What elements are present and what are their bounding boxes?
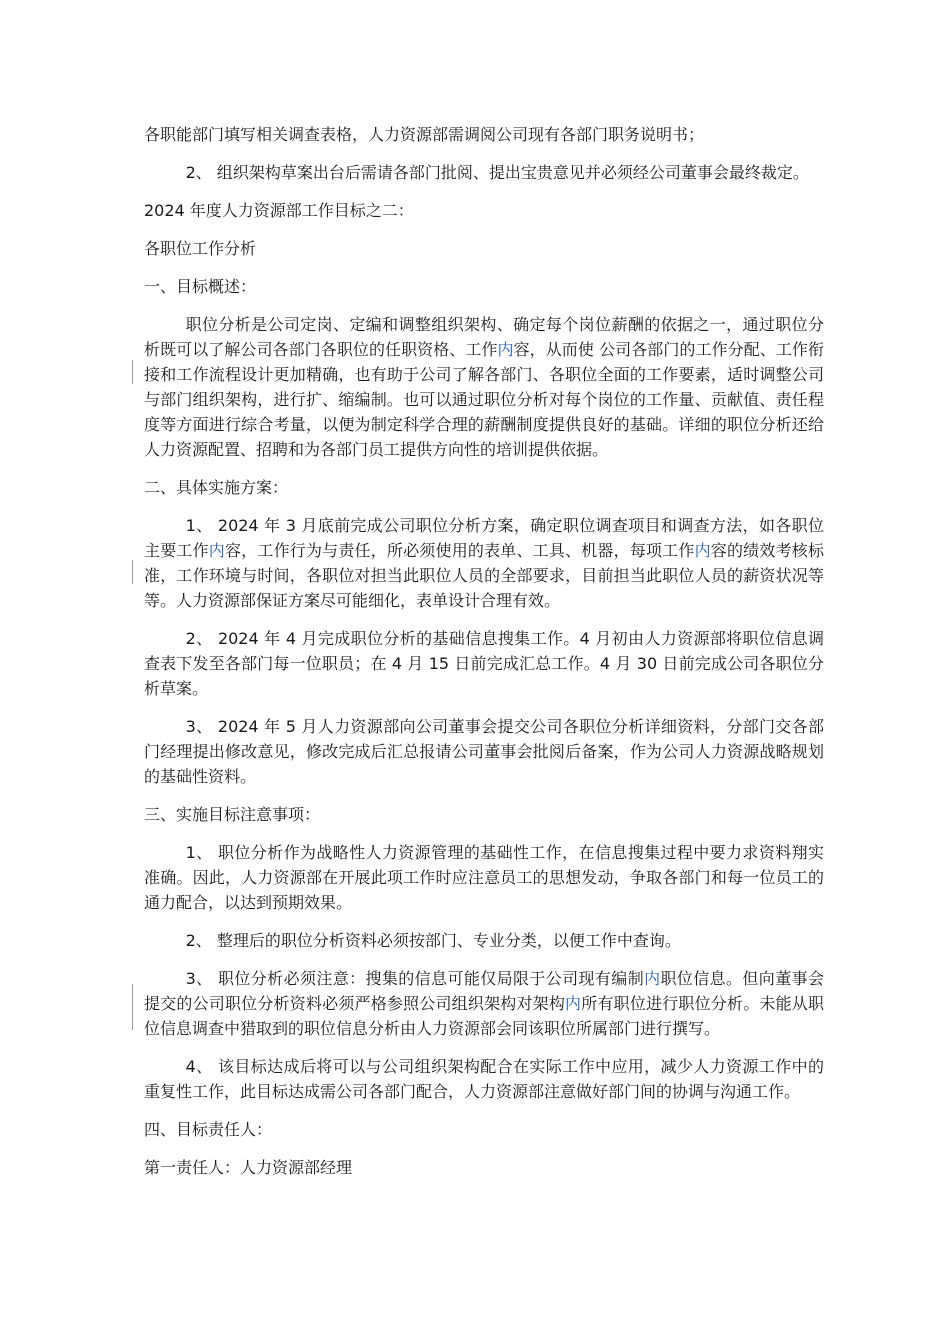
section-heading: 一、目标概述： bbox=[144, 277, 257, 296]
section-heading: 四、目标责任人： bbox=[144, 1120, 273, 1139]
paragraph: 2、 2024 年 4 月完成职位分析的基础信息搜集工作。4 月初由人力资源部将职位信息调查表下发至各部门每一位职员；在 4 月 15 日前完成汇总工作。4 月 30 日前完成公司各职位分析草案。 bbox=[144, 629, 824, 698]
revision-bar bbox=[132, 984, 133, 1030]
revision-bar bbox=[132, 360, 133, 384]
paragraph: 3、 职位分析必须注意：搜集的信息可能仅局限于公司现有编制内职位信息。但向董事会提交的公司职位分析资料必须严格参照公司组织架构对架构内所有职位进行职位分析。未能从职位信息调查中猎取到的职位信息分析由人力资源部会同该职位所属部门进行撰写。 bbox=[144, 969, 824, 1038]
document-body bbox=[144, 122, 824, 1193]
revision-bar bbox=[132, 560, 133, 584]
paragraph: 4、 该目标达成后将可以与公司组织架构配合在实际工作中应用，减少人力资源工作中的重复性工作，此目标达成需公司各部门配合，人力资源部注意做好部门间的协调与沟通工作。 bbox=[144, 1057, 824, 1101]
section-heading: 三、实施目标注意事项： bbox=[144, 805, 321, 824]
section-title: 各职位工作分析 bbox=[144, 239, 257, 258]
section-heading: 二、具体实施方案： bbox=[144, 478, 289, 497]
paragraph: 3、 2024 年 5 月人力资源部向公司董事会提交公司各职位分析详细资料，分部门交各部门经理提出修改意见，修改完成后汇总报请公司董事会批阅后备案，作为公司人力资源战略规划的基础性资料。 bbox=[144, 717, 824, 786]
section-subtitle: 2024 年度人力资源部工作目标之二： bbox=[144, 201, 414, 220]
paragraph: 第一责任人：人力资源部经理 bbox=[144, 1158, 353, 1177]
paragraph: 1、 2024 年 3 月底前完成公司职位分析方案，确定职位调查项目和调查方法，如各职位主要工作内容，工作行为与责任，所必须使用的表单、工具、机器，每项工作内容的绩效考核标准，工作环境与时间，各职位对担当此职位人员的全部要求，目前担当此职位人员的薪资状况等等。人力资源部保证方案尽可能细化，表单设计合理有效。 bbox=[144, 516, 824, 610]
paragraph: 2、 整理后的职位分析资料必须按部门、专业分类，以便工作中查询。 bbox=[185, 931, 681, 950]
tracked-change-text: 内 bbox=[644, 969, 661, 988]
tracked-change-text: 内 bbox=[497, 340, 514, 359]
tracked-change-text: 内 bbox=[694, 541, 711, 560]
paragraph: 各职能部门填写相关调查表格，人力资源部需调阅公司现有各部门职务说明书； bbox=[144, 125, 705, 144]
tracked-change-text: 内 bbox=[208, 541, 225, 560]
tracked-change-text: 内 bbox=[565, 994, 582, 1013]
paragraph: 1、 职位分析作为战略性人力资源管理的基础性工作，在信息搜集过程中要力求资料翔实准确。因此，人力资源部在开展此项工作时应注意员工的思想发动，争取各部门和每一位员工的通力配合，以达到预期效果。 bbox=[144, 843, 824, 912]
paragraph: 职位分析是公司定岗、定编和调整组织架构、确定每个岗位薪酬的依据之一，通过职位分析既可以了解公司各部门各职位的任职资格、工作内容，从而使 公司各部门的工作分配、工作衔接和工作流程设计更加精确，也有助于公司了解各部门、各职位全面的工作要素，适时调整公司与部门组织架构，进行扩、缩编制。也可以通过职位分析对每个岗位的工作量、贡献值、责任程度等方面进行综合考量，以便为制定科学合理的薪酬制度提供良好的基础。详细的职位分析还给人力资源配置、招聘和为各部门员工提供方向性的培训提供依据。 bbox=[144, 315, 824, 459]
paragraph: 2、 组织架构草案出台后需请各部门批阅、提出宝贵意见并必须经公司董事会最终裁定。 bbox=[185, 163, 809, 182]
